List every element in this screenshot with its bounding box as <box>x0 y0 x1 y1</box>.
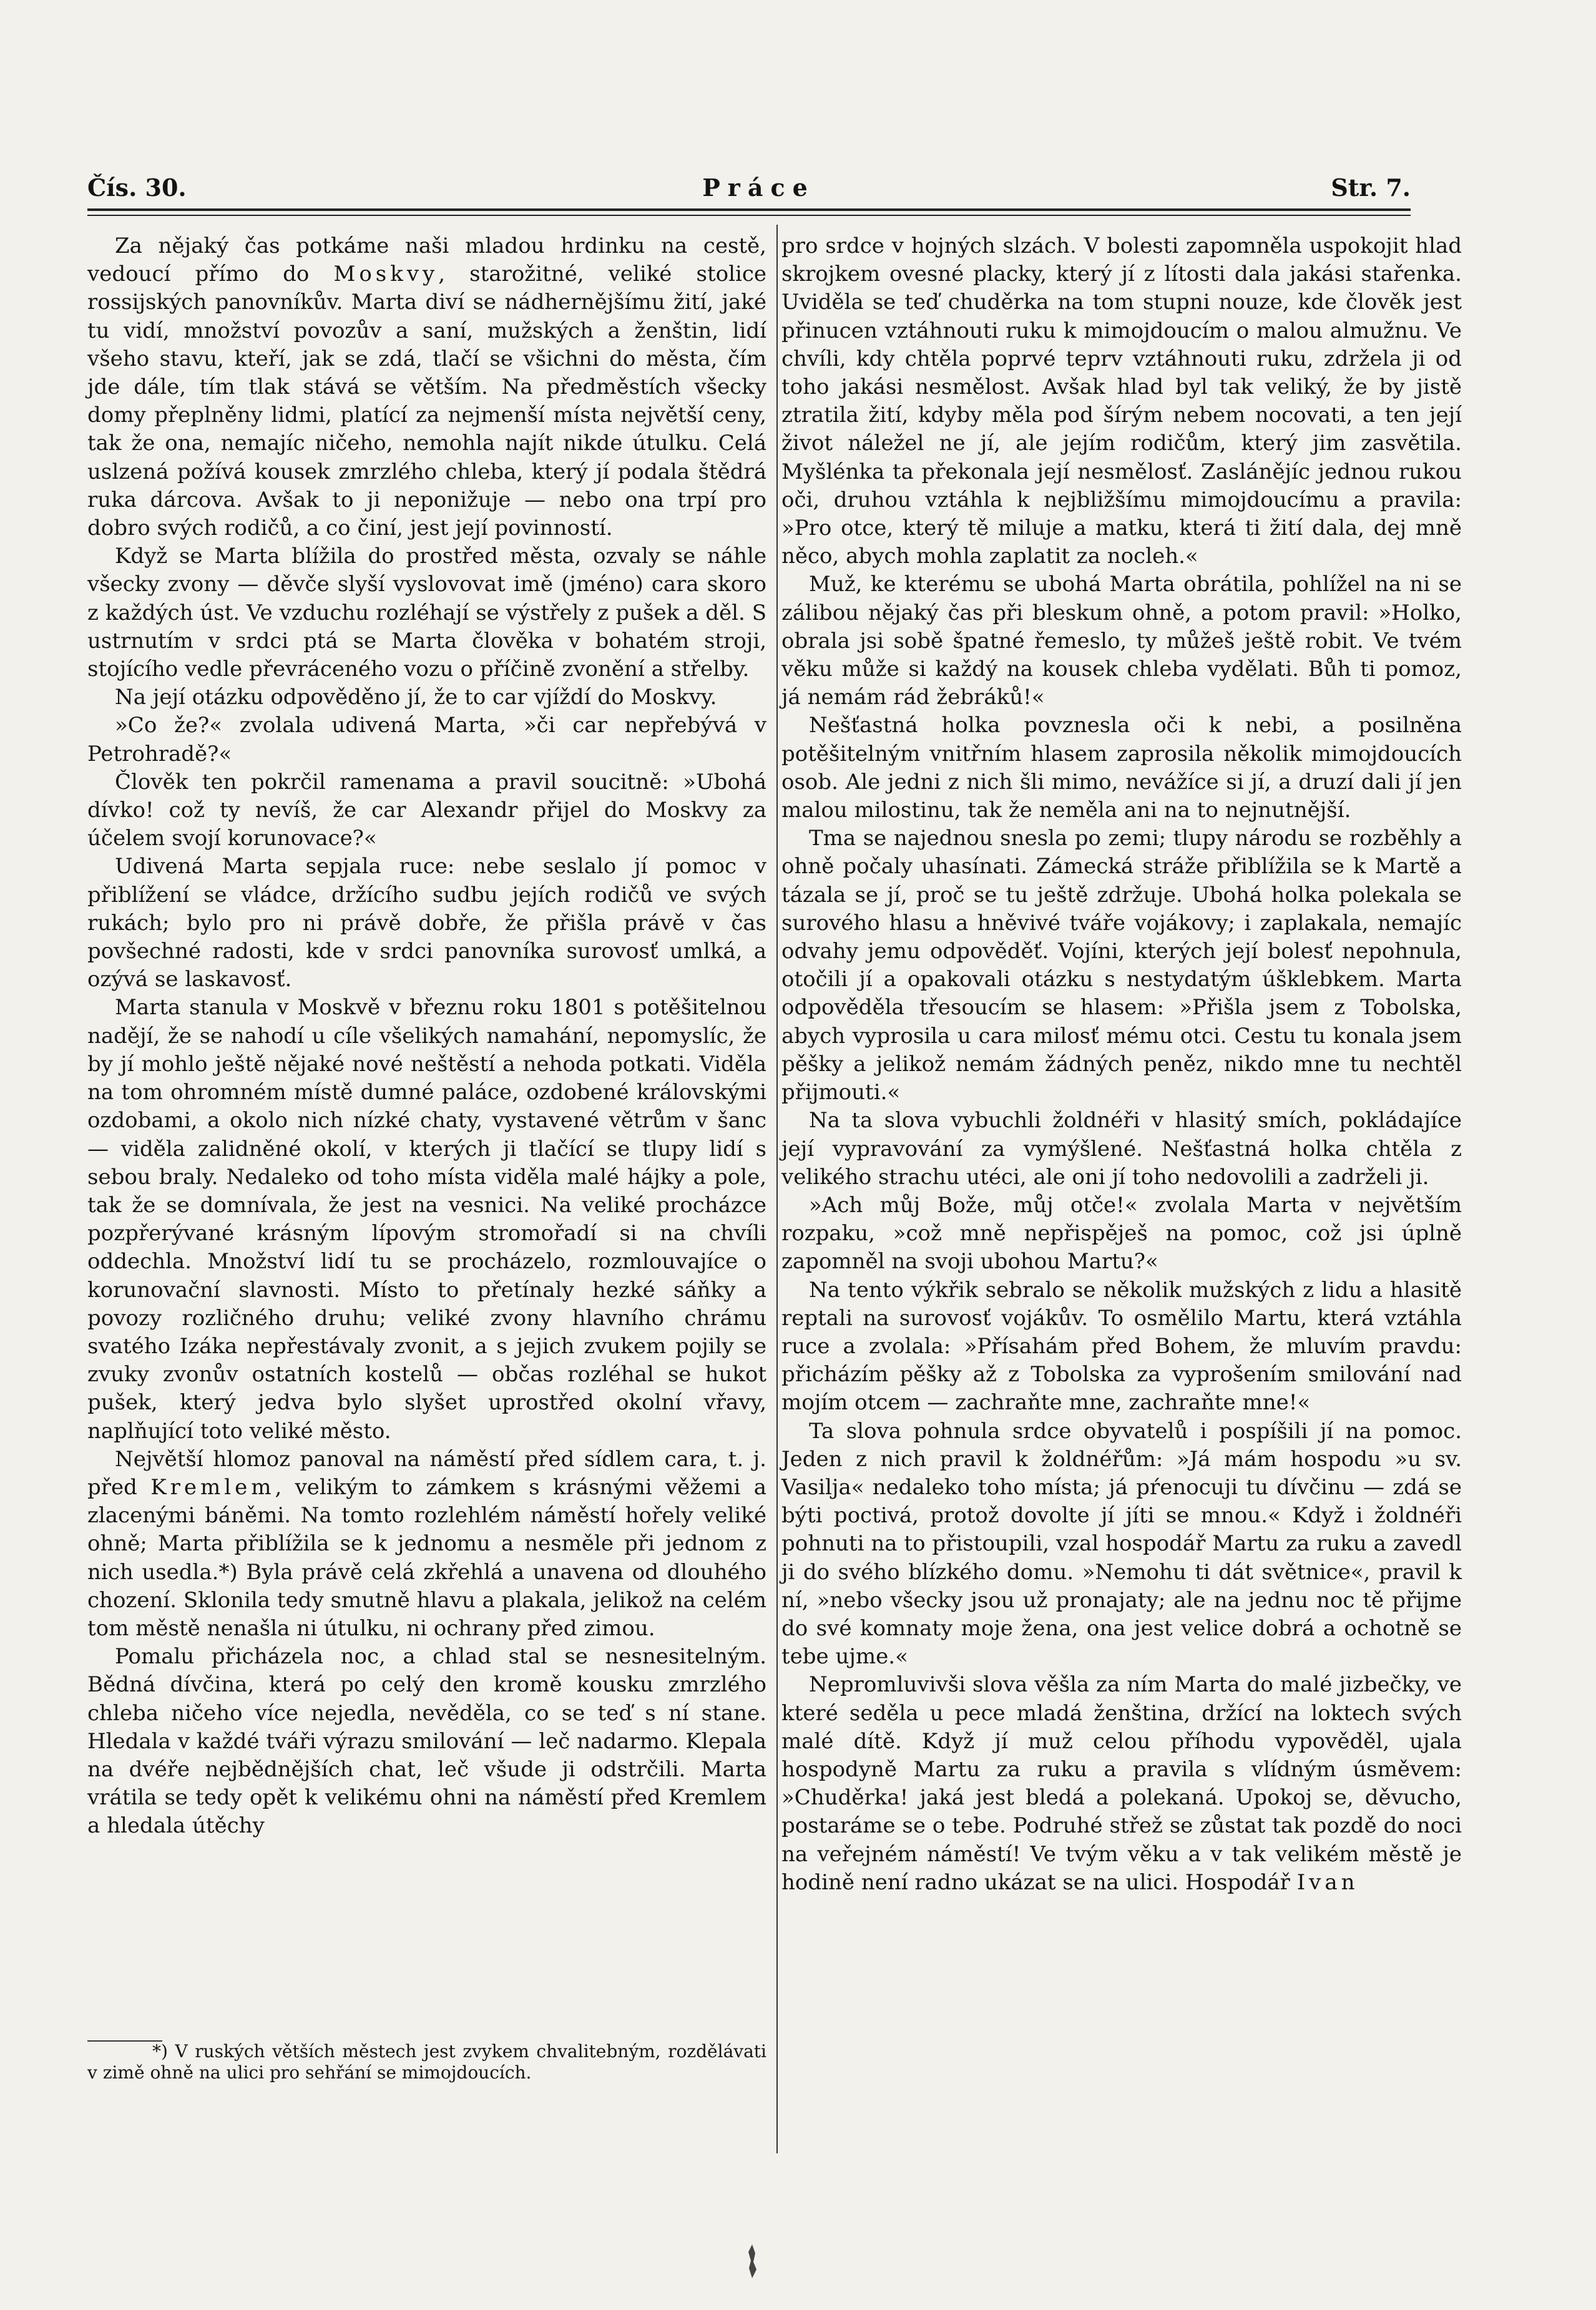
header-rule-thick <box>87 208 1411 211</box>
left-column <box>87 232 766 1841</box>
paragraph <box>87 232 766 542</box>
text: Nepromluvivši slova věšla za ním Marta do malé jizbečky, ve které seděla u pece mladá ženština, držící na loktech svých malé dítě. Když jí muž celou příhodu vypověděl, ujala hospodyně Martu za ruku a pravila s vlídným úsměvem: »Chuděrka! jaká jest bledá a polekaná. Upokoj se, děvucho, postaráme se o tebe. Podruhé střež se zůstat tak pozdě do noci na veřejném náměstí! Ve tvým věku a v tak velikém městě je hodině není radno ukázat se na ulici. Hospodář <box>781 1672 1462 1895</box>
text: Největší hlomoz panoval na náměstí před sídlem cara, t. j. před <box>87 1446 766 1500</box>
spaced-word: Kremlem <box>150 1474 275 1500</box>
paragraph: Na ta slova vybuchli žoldnéři v hlasitý smích, pokládajíce její vypravování za vymýšlené. Nešťastná holka chtěla z velikého strachu utéci, ale oni jí toho nedovolili a zadrželi ji. <box>781 1108 1462 1190</box>
text: , starožitné, veliké stolice rossijských panovníkův. Marta diví se nádhernějšímu žití, jaké tu vidí, množství povozův a saní, mužských a ženštin, lidí všeho stavu, kteří, jak se zdá, tlačí se všichni do města, čím jde dále, tím tlak stává se větším. Na předměstích všecky domy přeplněny lidmi, platící za nejmenší místa největší ceny, tak že ona, nemajíc ničeho, nemohla najít nikde útulku. Celá uslzená požívá kousek zmrzlého chleba, který jí podala štědrá ruka dárcova. Avšak to ji neponižuje — nebo ona trpí pro dobro svých rodičů, a co činí, jest její povinností. <box>87 262 767 541</box>
spaced-word: Ivan <box>1296 1869 1359 1895</box>
journal-title: Práce <box>702 174 815 202</box>
paragraph <box>781 1671 1462 1897</box>
paragraph: pro srdce v hojných slzách. V bolesti zapomněla uspokojit hlad skrojkem ovesné placky, který jí z lítosti dala jakási stařenka. Uviděla se teď chuděrka na tom stupni nouze, kde člověk jest přinucen vztáhnouti ruku k mimojdoucím o malou almužnu. Ve chvíli, kdy chtěla poprvé teprv vztáhnouti ruku, zdržela ji od toho jakási nesmělost. Avšak hlad byl tak veliký, že by jistě ztratila žití, kdyby měla pod šírým nebem nocovati, a ten její život náležel ne jí, ale jejím rodičům, který jim zasvětila. Myšlénka ta překonala její nesmělosť. Zaslánějíc jednou rukou oči, druhou vztáhla k nejbližšímu mimojdoucímu a pravila: »Pro otce, který tě miluje a matku, která ti žití dala, dej mně něco, abych mohla zaplatit za nocleh.« <box>781 233 1462 569</box>
page-header <box>87 174 1411 211</box>
paragraph: Když se Marta blížila do prostřed města, ozvaly se náhle všecky zvony — děvče slyší vyslovovat imě (jméno) cara skoro z každých úst. Ve vzduchu rozléhají se výstřely z pušek a děl. S ustrnutím v srdci ptá se Marta člověka v bohatém stroji, stojícího vedle převráceného vozu o příčině zvonění a střelby. <box>87 544 766 682</box>
paragraph: Pomalu přicházela noc, a chlad stal se nesnesitelným. Bědná dívčina, která po celý den kromě kousku zmrzlého chleba ničeho více nejedla, nevěděla, co se teď s ní stane. Hledala v každé tváři výrazu smilování — leč nadarmo. Klepala na dvéře nejbědnějších chat, leč všude ji odstrčili. Marta vrátila se tedy opět k velikému ohni na náměstí před Kremlem a hledala útěchy <box>87 1644 766 1839</box>
ink-blot-mark <box>747 2244 758 2278</box>
footnote: *) V ruských větších městech jest zvykem chvalitebným, rozdělávati v zimě ohně na ulici pro sehřání se mimojdoucích. <box>87 2041 766 2083</box>
text: , velikým to zámkem s krásnými věžemi a zlacenými báněmi. Na tomto rozlehlém náměstí hořely veliké ohně; Marta přiblížila se k jednomu a nesměle při jednom z nich usedla.*) Byla právě celá zkřehlá a unavena od dlouhého chození. Sklonila tedy smutně hlavu a plakala, jelikož na celém tom městě nenašla ni útulku, ni ochrany před zimou. <box>87 1474 766 1641</box>
paragraph: Udivená Marta sepjala ruce: nebe seslalo jí pomoc v přiblížení se vládce, držícího sudbu jejích rodičů ve svých rukách; bylo pro ni právě dobře, že přišla právě v čas povšechné radosti, kde v srdci panovníka surovosť umlká, a ozývá se laskavosť. <box>87 854 766 992</box>
paragraph: Marta stanula v Moskvě v březnu roku 1801 s potěšitelnou nadějí, že se nahodí u cíle všelikých namahání, nepomyslíc, že by jí mohlo ještě nějaké nové neštěstí a nehoda potkati. Viděla na tom ohromném místě dumné paláce, ozdobené královskými ozdobami, a okolo nich nízké chaty, vystavené větrům v šanc — viděla zalidněné okolí, v kterých ji tlačící se tlupy lidí s sebou braly. Nedaleko od toho místa viděla malé hájky a pole, tak že se domnívala, že jest na vesnici. Na veliké procházce pozpřerývané krásným lípovým stromořadí si na chvíli oddechla. Množství lidí tu se procházelo, rozmlouvajíce o korunovační slavnosti. Místo to přetínaly hezké sáňky a povozy rozličného druhu; veliké zvony hlavního chrámu svatého Izáka nepřestávaly zvonit, a s jejich zvukem pojily se zvuky zvonův ostatních kostelů — občas rozléhal se hukot pušek, který jedva bylo slyšet uprostřed okolní vřavy, naplňující toto veliké město. <box>87 995 766 1444</box>
paragraph: Na její otázku odpověděno jí, že to car vjíždí do Moskvy. <box>115 685 717 710</box>
header-rule-thin <box>87 215 1411 216</box>
paragraph: Nešťastná holka povznesla oči k nebi, a posilněna potěšitelným vnitřním hlasem zaprosila několik mimojdoucích osob. Ale jedni z nich šli mimo, nevážíce si jí, a druzí dali jí jen malou milostinu, tak že neměla ani na to nejnutnější. <box>781 713 1462 823</box>
paragraph: Ta slova pohnula srdce obyvatelů i pospíšili jí na pomoc. Jeden z nich pravil k žoldnéřům: »Já mám hospodu »u sv. Vasilja« nedaleko toho místa; já pŕenocuji tu dívčinu — zdá se býti poctivá, protož dovolte jí jíti se mnou.« Když i žoldnéři pohnuti na to přistoupili, vzal hospodář Martu za ruku a zavedl ji do svého blízkého domu. »Nemohu ti dát světnice«, pravil k ní, »nebo všecky jsou už pronajaty; ale na jednu noc tě přijme do své komnaty moje žena, ona jest velice dobrá a ochotně se tebe ujme.« <box>781 1418 1462 1670</box>
issue-number: Čís. 30. <box>87 174 187 202</box>
paragraph: »Ach můj Bože, můj otče!« zvolala Marta v největším rozpaku, »což mně nepřispěješ na pomoc, což jsi úplně zapomněl na svoji ubohou Martu?« <box>781 1192 1462 1275</box>
paragraph: Člověk ten pokrčil ramenama a pravil soucitně: »Ubohá dívko! což ty nevíš, že car Alexandr přijel do Moskvy za účelem svojí korunovace?« <box>87 769 766 851</box>
paragraph <box>87 1446 766 1643</box>
paragraph: »Co že?« zvolala udivená Marta, »či car nepřebývá v Petrohradě?« <box>87 713 766 766</box>
text: Za nějaký čas potkáme naši mladou hrdinku na cestě, vedoucí přímo do <box>87 233 766 287</box>
spaced-word: Moskvy <box>333 262 439 287</box>
page-number: Str. 7. <box>1331 174 1411 202</box>
right-column <box>781 232 1462 1897</box>
paragraph: Muž, ke kterému se ubohá Marta obrátila, pohlížel na ni se zálibou nějaký čas při bleskum ohně, a potom pravil: »Holko, obrala jsi sobě špatné řemeslo, ty můžeš ještě robit. Ve tvém věku může si každý na kousek chleba vydělati. Bůh ti pomoz, já nemám rád žebráků!« <box>781 572 1462 710</box>
paragraph: Tma se najednou snesla po zemi; tlupy národu se rozběhly a ohně počaly uhasínati. Zámecká stráže přiblížila se k Martě a tázala se jí, proč se tu ještě zdržuje. Ubohá holka polekala se surového hlasu a hněvivé tváře vojákovy; i zaplakala, nemajíc odvahy jemu odpověděť. Vojíni, kterých její bolesť nepohnula, otočili jí a opakovali otázku s nestydatým úšklebkem. Marta odpověděla třesoucím se hlasem: »Přišla jsem z Tobolska, abych vyprosila u cara milosť mému otci. Cestu tu konala jsem pěšky a jelikož nemám žádných peněz, nikdo mne tu nechtěl přijmouti.« <box>781 826 1462 1105</box>
column-divider <box>776 225 778 2153</box>
paragraph: Na tento výkřik sebralo se několik mužských z lidu a hlasitě reptali na surovosť vojákův. To osmělilo Martu, která vztáhla ruce a zvolala: »Přísahám před Bohem, že mluvím pravdu: přicházím pěšky až z Tobolska za vyprošením smilování nad mojím otcem — zachraňte mne, zachraňte mne!« <box>781 1277 1462 1416</box>
